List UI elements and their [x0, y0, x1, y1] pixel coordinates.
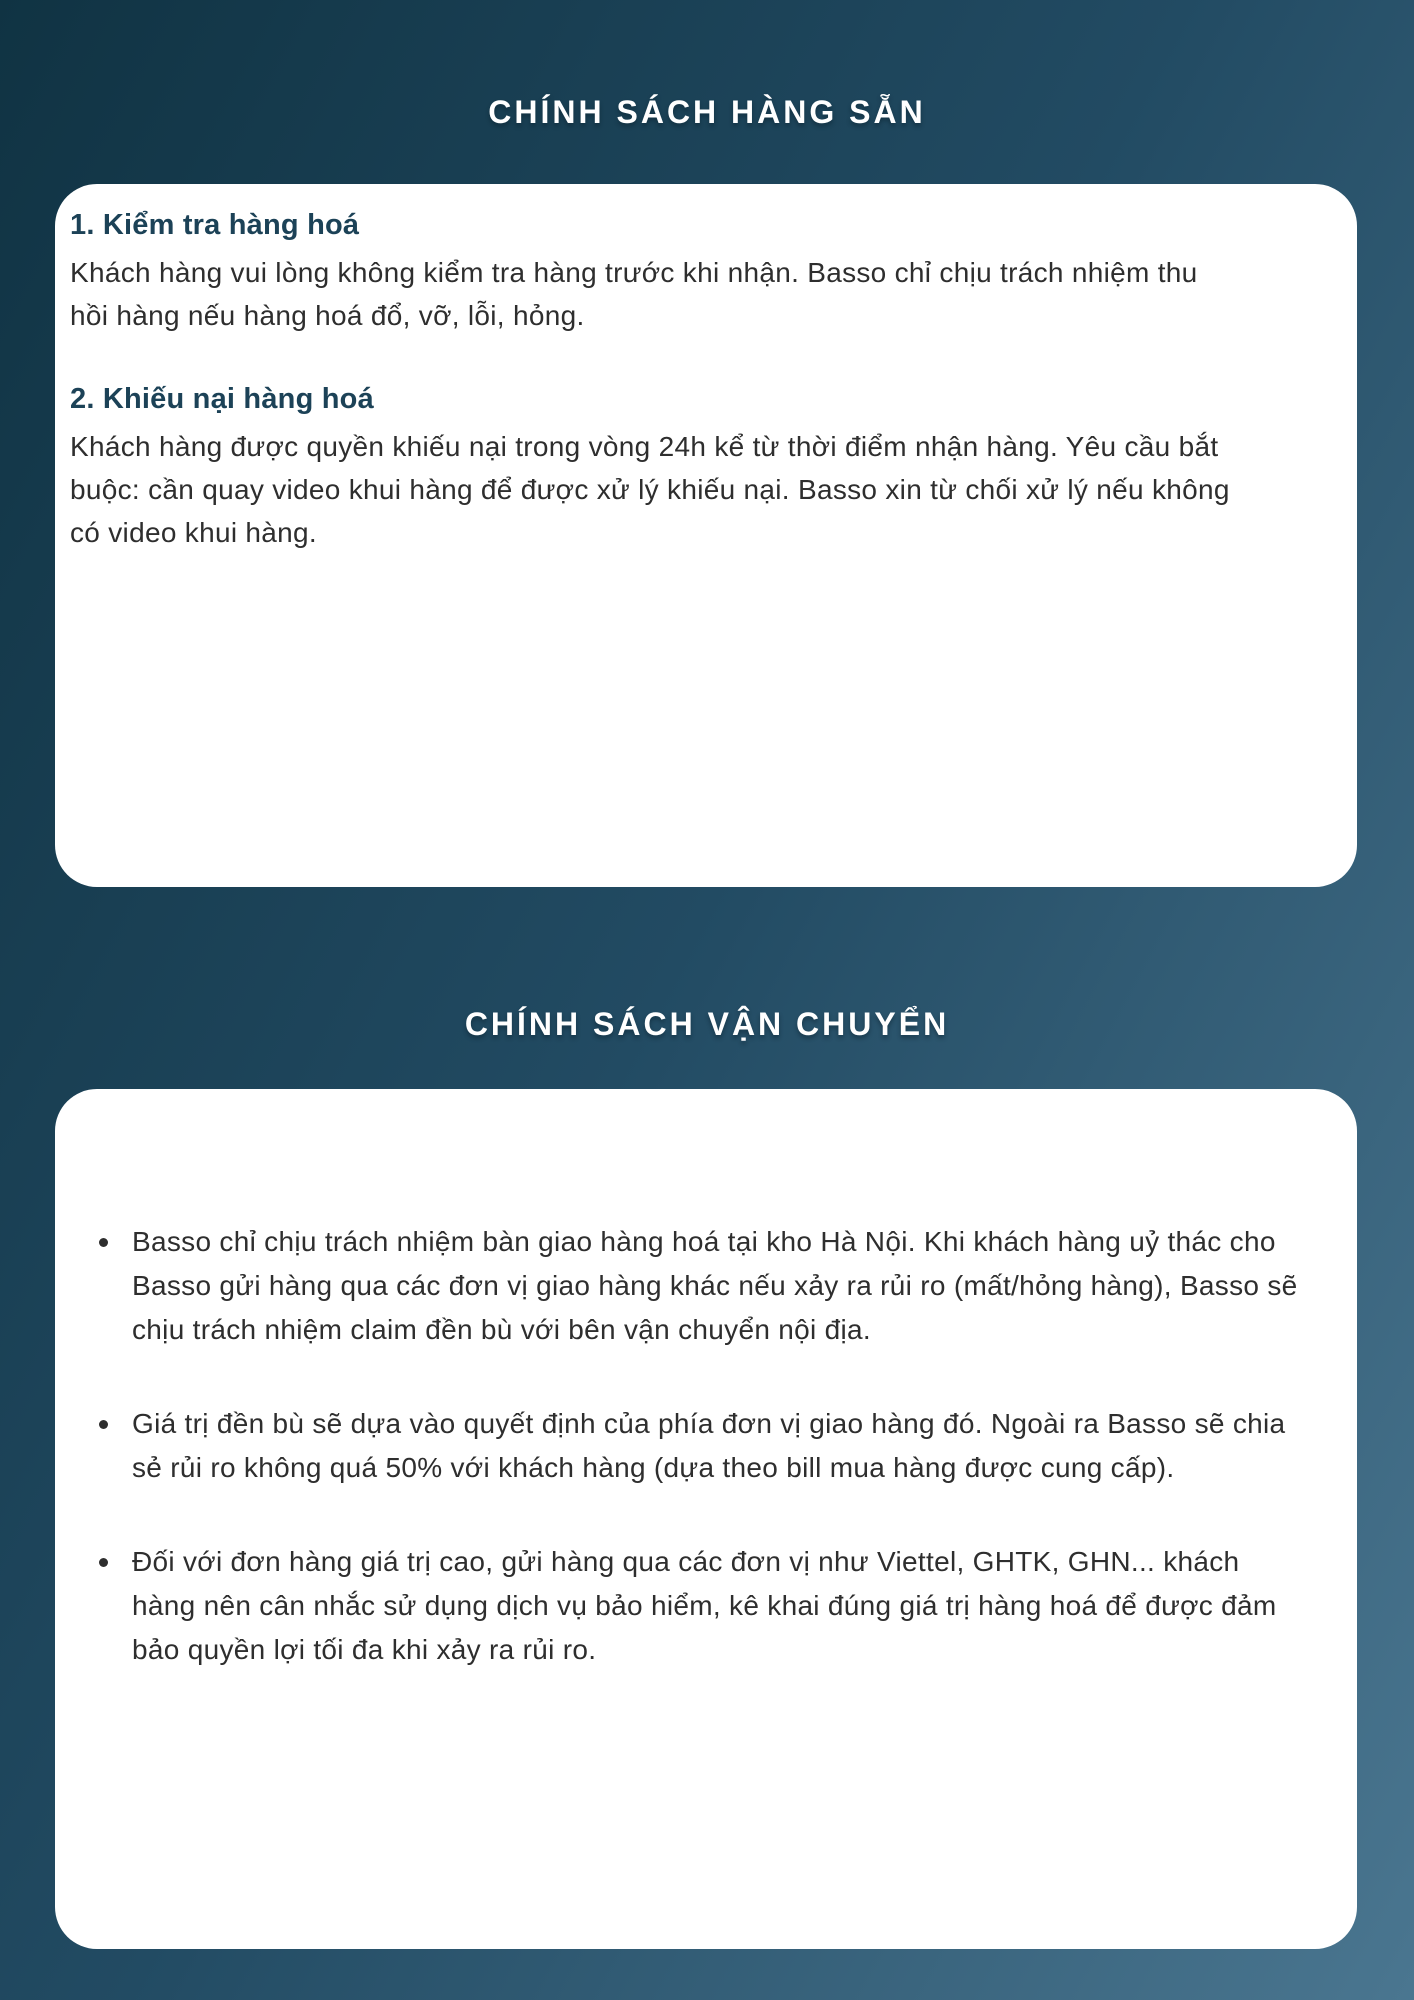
bullet-dot-icon [99, 1558, 108, 1567]
policy-block-complaint [70, 381, 1317, 554]
bullet-insurance-advice [99, 1540, 1307, 1672]
bullet-dot-icon [99, 1420, 108, 1429]
shipping-bullet-list [99, 1220, 1307, 1672]
bullet-insurance-advice-text: Đối với đơn hàng giá trị cao, gửi hàng qua các đơn vị như Viettel, GHTK, GHN... khách hàng nên cân nhắc sử dụng dịch vụ bảo hiểm, kê khai đúng giá trị hàng hoá để được đảm bảo quyền lợi tối đa khi xảy ra rủi ro. [132, 1546, 1277, 1665]
complaint-body-text: Khách hàng được quyền khiếu nại trong vòng 24h kể từ thời điểm nhận hàng. Yêu cầu bắt buộc: cần quay video khui hàng để được xử lý khiếu nại. Basso xin từ chối xử lý nếu không có video khui hàng. [70, 431, 1230, 548]
policy-block-inspection [70, 207, 1317, 337]
bullet-compensation-value-text: Giá trị đền bù sẽ dựa vào quyết định của phía đơn vị giao hàng đó. Ngoài ra Basso sẽ chia sẻ rủi ro không quá 50% với khách hàng (dựa theo bill mua hàng được cung cấp). [132, 1408, 1286, 1483]
inspection-body-text: Khách hàng vui lòng không kiểm tra hàng trước khi nhận. Basso chỉ chịu trách nhiệm thu hồi hàng nếu hàng hoá đổ, vỡ, lỗi, hỏng. [70, 257, 1198, 331]
bullet-compensation-value [99, 1402, 1307, 1490]
ready-stock-policy-title: CHÍNH SÁCH HÀNG SẴN [488, 94, 926, 130]
shipping-policy-card [55, 1089, 1357, 1949]
complaint-heading: 2. Khiếu nại hàng hoá [70, 383, 374, 415]
ready-stock-policy-card [55, 184, 1357, 887]
shipping-policy-title: CHÍNH SÁCH VẬN CHUYỂN [464, 1006, 950, 1042]
bullet-dot-icon [99, 1238, 108, 1247]
bullet-handover-liability-text: Basso chỉ chịu trách nhiệm bàn giao hàng hoá tại kho Hà Nội. Khi khách hàng uỷ thác cho Basso gửi hàng qua các đơn vị giao hàng khác nếu xảy ra rủi ro (mất/hỏng hàng), Basso sẽ chịu trách nhiệm claim đền bù với bên vận chuyển nội địa. [132, 1226, 1298, 1345]
bullet-handover-liability [99, 1220, 1307, 1352]
inspection-heading: 1. Kiểm tra hàng hoá [70, 209, 360, 241]
